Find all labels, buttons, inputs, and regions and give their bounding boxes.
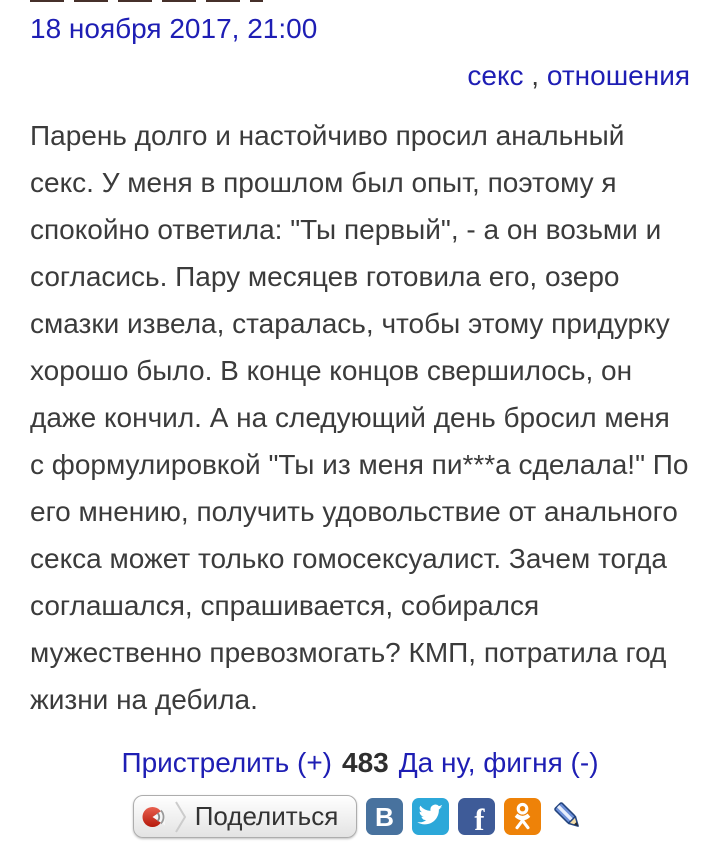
tags-row xyxy=(30,59,690,93)
tag-link-otnosheniya[interactable]: отношения xyxy=(546,60,690,91)
livejournal-pencil-icon[interactable] xyxy=(550,798,587,835)
downvote-link[interactable]: Да ну, фигня (-) xyxy=(398,747,599,778)
vk-icon[interactable] xyxy=(366,798,403,835)
share-button-label: Поделиться xyxy=(194,801,339,831)
share-button[interactable] xyxy=(133,795,358,838)
tag-separator: , xyxy=(523,60,547,91)
post-text: Парень долго и настойчиво просил анальный секс. У меня в прошлом был опыт, поэтому я спокойно ответила: "Ты первый", - а он возьми и согласись. Пару месяцев готовила его, озеро смазки извела, старалась, чтобы этому придурку хорошо было. В конце концов свершилось, он даже кончил. А на следующий день бросил меня с формулировкой "Ты из меня пи***а сделала!" По его мнению, получить удовольствие от анального секса может только гомосексуалист. Зачем тогда соглашался, спрашивается, собирался мужественно превозмогать? КМП, потратила год жизни на дебила. xyxy=(30,120,689,715)
odnoklassniki-icon[interactable] xyxy=(504,798,541,835)
vote-count: 483 xyxy=(342,747,389,778)
clipped-content-strip xyxy=(30,0,263,2)
megaphone-icon xyxy=(141,803,169,831)
svg-text:В: В xyxy=(375,802,395,833)
post-date-link[interactable]: 18 ноября 2017, 21:00 xyxy=(30,13,318,44)
tag-link-seks[interactable]: секс xyxy=(467,60,524,91)
vote-row xyxy=(30,746,690,780)
twitter-icon[interactable] xyxy=(412,798,449,835)
svg-text:f: f xyxy=(474,803,485,835)
facebook-icon[interactable] xyxy=(458,798,495,835)
button-divider-chevron xyxy=(175,799,187,835)
upvote-link[interactable]: Пристрелить (+) xyxy=(121,747,332,778)
date-row xyxy=(30,12,690,46)
share-row xyxy=(30,795,690,838)
